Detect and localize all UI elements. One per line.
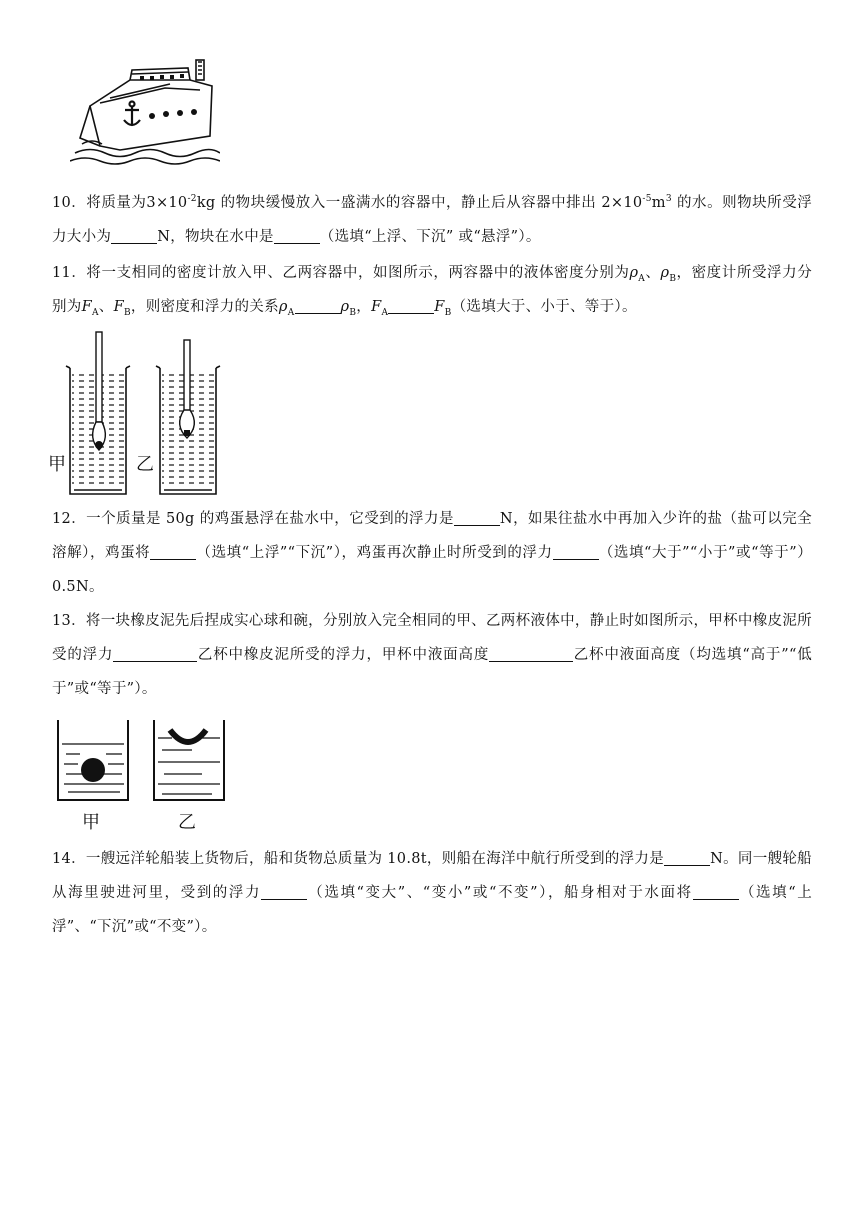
answer-blank[interactable] (274, 227, 320, 244)
answer-blank[interactable] (489, 645, 573, 662)
answer-blank[interactable] (454, 509, 500, 526)
label-yi: 乙 (178, 812, 196, 833)
cups-drawing (52, 716, 232, 806)
question-number: 13． (52, 613, 86, 629)
question-number: 11． (52, 265, 87, 281)
question-13: 13．将一块橡皮泥先后捏成实心球和碗，分别放入完全相同的甲、乙两杯液体中，静止时如图所示，甲杯中橡皮泥所受的浮力 乙杯中橡皮泥所受的浮力，甲杯中液面高度 乙杯中液面高度（均选填“高于”“低于”或“等于”）。 (52, 613, 812, 697)
label-yi: 乙 (136, 454, 154, 475)
question-12: 12．一个质量是 50g 的鸡蛋悬浮在盐水中，它受到的浮力是 N，如果往盐水中再加入少许的盐（盐可以完全溶解），鸡蛋将 （选填“上浮”“下沉”），鸡蛋再次静止时所受到的浮力 （选填“大于”“小于”或“等于”）0.5N。 (52, 511, 813, 595)
answer-blank[interactable] (388, 297, 434, 314)
question-number: 10． (52, 195, 87, 211)
answer-blank[interactable] (553, 543, 599, 560)
question-11: 11．将一支相同的密度计放入甲、乙两容器中，如图所示，两容器中的液体密度分别为$\rho_A$、$\rho_B$，密度计所受浮力分别为$F_A$、$F_B$，则密度和浮力的关系$\rho_A$ $\rho_B$，$F_A$ $F_B$（选填大于、小于、等于）。 (52, 265, 812, 318)
label-jia: 甲 (48, 454, 66, 475)
answer-blank[interactable] (664, 849, 710, 866)
question-10: 10．将质量为$3\times 10^{-2}kg$ 的物块缓慢放入一盛满水的容器中，静止后从容器中排出 $2\times 10^{-5}m^3$ 的水。则物块所受浮力大小为 N，物块在水中是 （选填“上浮、下沉” 或“悬浮”）。 (52, 194, 813, 245)
answer-blank[interactable] (113, 645, 197, 662)
question-14: 14．一艘远洋轮船装上货物后，船和货物总质量为 10.8t，则船在海洋中航行所受到的浮力是 N。同一艘轮船从海里驶进河里，受到的浮力 （选填“变大”、“变小”或“不变”），船身相对于水面将 （选填“上浮”、“下沉”或“不变”）。 (52, 851, 812, 935)
question-number: 14． (52, 851, 86, 867)
answer-blank[interactable] (693, 883, 739, 900)
cups-figure (52, 716, 232, 836)
question-number: 12． (52, 511, 87, 527)
hydrometer-figure (48, 330, 228, 500)
label-jia: 甲 (82, 812, 100, 833)
answer-blank[interactable] (295, 297, 341, 314)
ship-figure (70, 58, 220, 168)
answer-blank[interactable] (111, 227, 157, 244)
answer-blank[interactable] (261, 883, 307, 900)
answer-blank[interactable] (150, 543, 196, 560)
